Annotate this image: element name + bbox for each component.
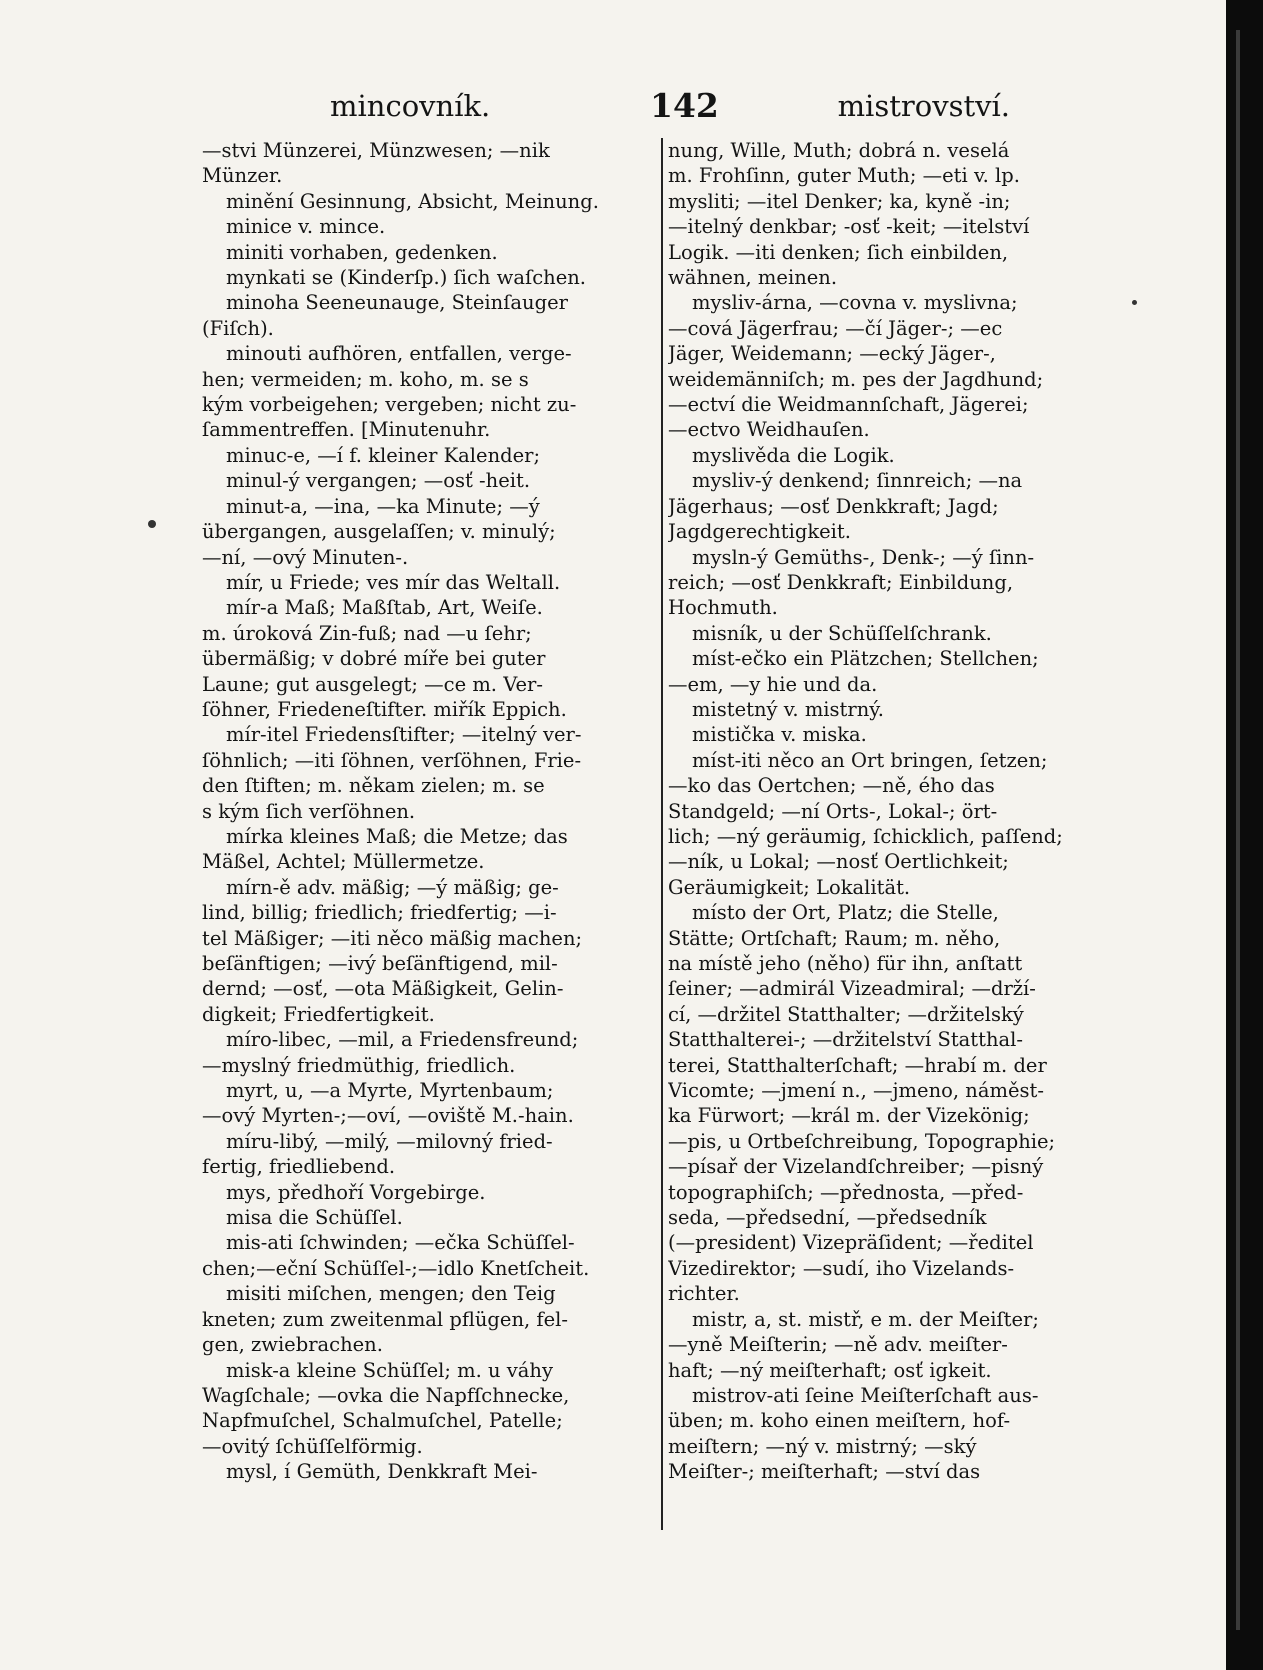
dictionary-line: m. Frohſinn, guter Muth; —eti v. lp. (668, 164, 1020, 188)
dictionary-line: míro-libec, —mil, a Friedensfreund; (226, 1028, 579, 1052)
column-divider (661, 138, 663, 1530)
dictionary-line: mír-itel Friedensſtifter; —itelný ver- (226, 723, 582, 747)
dictionary-line: mistrov-ati ſeine Meiſterſchaft aus- (692, 1383, 1039, 1407)
dictionary-line: wähnen, meinen. (668, 266, 838, 290)
dictionary-line: —ovitý ſchüſſelförmig. (202, 1434, 423, 1458)
dictionary-line: minuc-e, —í f. kleiner Kalender; (226, 443, 541, 467)
dictionary-line: misník, u der Schüſſelſchrank. (692, 621, 992, 645)
dictionary-line: (—president) Vizepräſident; —ředitel (668, 1231, 1034, 1255)
dictionary-line: Jagdgerechtigkeit. (668, 520, 851, 544)
running-header (330, 86, 1010, 130)
left-guide-word: mincovník. (330, 89, 491, 123)
dictionary-line: —ní, —ový Minuten-. (202, 545, 409, 569)
dictionary-line: übergangen, ausgelaſſen; v. minulý; (202, 520, 556, 544)
dictionary-line: mír-a Maß; Maßſtab, Art, Weiſe. (226, 596, 543, 620)
dictionary-line: kým vorbeigehen; vergeben; nicht zu- (202, 393, 577, 417)
print-speck (148, 520, 156, 528)
dictionary-line: reich; —osť Denkkraft; Einbildung, (668, 570, 1014, 594)
dictionary-line: Napfmuſchel, Schalmuſchel, Patelle; (202, 1409, 563, 1433)
dictionary-line: —ectvo Weidhauſen. (668, 418, 870, 442)
dictionary-line: Geräumigkeit; Lokalität. (668, 875, 911, 899)
dictionary-line: kneten; zum zweitenmal pflügen, fel- (202, 1307, 568, 1331)
dictionary-line: topographiſch; —přednosta, —před- (668, 1180, 1024, 1204)
dictionary-line: mysliv-ý denkend; ſinnreich; —na (692, 469, 1023, 493)
dictionary-line: Jägerhaus; —osť Denkkraft; Jagd; (668, 494, 999, 518)
dictionary-line: —stvi Münzerei, Münzwesen; —nik (202, 139, 550, 162)
dictionary-line: Vizedirektor; —sudí, iho Vizelands- (668, 1256, 1015, 1280)
dictionary-line: tel Mäßiger; —iti něco mäßig machen; (202, 926, 583, 950)
dictionary-line: —ový Myrten-;—oví, —oviště M.-hain. (202, 1104, 574, 1128)
page-number: 142 (650, 86, 719, 125)
dictionary-line: mír, u Friede; ves mír das Weltall. (226, 570, 561, 594)
dictionary-line: ka Fürwort; —král m. der Vizekönig; (668, 1104, 1030, 1128)
dictionary-line: myslivěda die Logik. (692, 443, 895, 467)
dictionary-line: lich; —ný geräumig, ſchicklich, paſſend; (668, 824, 1063, 848)
dictionary-line: minice v. mince. (226, 215, 386, 239)
dictionary-line: —itelný denkbar; -osť -keit; —itelství (668, 215, 1030, 239)
dictionary-line: mistička v. miska. (692, 723, 867, 747)
dictionary-line: myrt, u, —a Myrte, Myrtenbaum; (226, 1079, 554, 1103)
dictionary-line: ſammentreffen. [Minutenuhr. (202, 418, 491, 442)
dictionary-line: —písař der Vizelandſchreiber; —pisný (668, 1155, 1044, 1179)
right-column (668, 138, 1132, 1528)
dictionary-line: Stätte; Ortſchaft; Raum; m. něho, (668, 926, 1001, 950)
dictionary-line: Mäßel, Achtel; Müllermetze. (202, 850, 485, 874)
dictionary-line: m. úroková Zin-fuß; nad —u ſehr; (202, 621, 532, 645)
dictionary-line: na místě jeho (něho) für ihn, anſtatt (668, 952, 1023, 975)
dictionary-line: Laune; gut ausgelegt; —ce m. Ver- (202, 672, 543, 696)
dictionary-line: Statthalterei-; —držitelství Statthal- (668, 1028, 1023, 1052)
dictionary-line: Logik. —iti denken; ſich einbilden, (668, 240, 1009, 264)
dictionary-line: beſänftigen; —ivý beſänftigend, mil- (202, 952, 558, 975)
dictionary-line: —pis, u Ortbeſchreibung, Topographie; (668, 1129, 1056, 1153)
dictionary-line: weidemänniſch; m. pes der Jagdhund; (668, 367, 1044, 391)
dictionary-line: —ectví die Weidmannſchaft, Jägerei; (668, 393, 1029, 417)
dictionary-line: ſeiner; —admirál Vizeadmiral; —drží- (668, 977, 1036, 1001)
left-column (202, 138, 658, 1528)
dictionary-line: gen, zwiebrachen. (202, 1333, 383, 1357)
dictionary-line: seda, —předsední, —předsedník (668, 1206, 987, 1230)
dictionary-line: dernd; —osť, —ota Mäßigkeit, Gelin- (202, 977, 564, 1001)
scan-edge-line (1236, 30, 1240, 1630)
dictionary-line: —em, —y hie und da. (668, 672, 878, 696)
dictionary-line: minul-ý vergangen; —osť -heit. (226, 469, 531, 493)
dictionary-line: mynkati se (Kinderſp.) ſich waſchen. (226, 266, 586, 290)
dictionary-line: miniti vorhaben, gedenken. (226, 240, 498, 264)
dictionary-line: míru-libý, —milý, —milovný fried- (226, 1129, 553, 1153)
dictionary-line: chen;—eční Schüſſel-;—idlo Knetſcheit. (202, 1256, 590, 1280)
dictionary-line: mysln-ý Gemüths-, Denk-; —ý ſinn- (692, 545, 1035, 569)
dictionary-line: mírn-ě adv. mäßig; —ý mäßig; ge- (226, 875, 559, 899)
dictionary-line: mysl, í Gemüth, Denkkraft Mei- (226, 1460, 538, 1484)
dictionary-line: mys, předhoří Vorgebirge. (226, 1180, 486, 1204)
dictionary-line: meiſtern; —ný v. mistrný; —ský (668, 1434, 977, 1458)
dictionary-line: mistr, a, st. mistř, e m. der Meiſter; (692, 1307, 1039, 1331)
dictionary-line: Jäger, Weidemann; —ecký Jäger-, (668, 342, 996, 366)
dictionary-line: digkeit; Friedfertigkeit. (202, 1002, 435, 1026)
dictionary-line: minoha Seeneunauge, Steinſauger (226, 291, 568, 315)
dictionary-line: üben; m. koho einen meiſtern, hof- (668, 1409, 1011, 1433)
dictionary-line: mis-ati ſchwinden; —ečka Schüſſel- (226, 1231, 575, 1255)
dictionary-line: místo der Ort, Platz; die Stelle, (692, 901, 999, 925)
dictionary-line: míst-ečko ein Plätzchen; Stellchen; (692, 647, 1039, 671)
dictionary-line: mírka kleines Maß; die Metze; das (226, 824, 568, 848)
dictionary-line: Meiſter-; meiſterhaft; —ství das (668, 1460, 981, 1484)
dictionary-line: lind, billig; friedlich; friedfertig; —i- (202, 901, 557, 925)
dictionary-line: mysliti; —itel Denker; ka, kyně -in; (668, 189, 1011, 213)
dictionary-line: —cová Jägerfrau; —čí Jäger-; —ec (668, 316, 1003, 340)
dictionary-line: (Fiſch). (202, 316, 274, 340)
scan-edge (1226, 0, 1263, 1670)
dictionary-line: —ko das Oertchen; —ně, ého das (668, 774, 995, 798)
dictionary-line: minění Gesinnung, Absicht, Meinung. (226, 189, 599, 213)
dictionary-line: hen; vermeiden; m. koho, m. se s (202, 367, 529, 391)
dictionary-line: Hochmuth. (668, 596, 778, 620)
print-speck (1132, 300, 1137, 305)
dictionary-line: misiti miſchen, mengen; den Teig (226, 1282, 556, 1306)
dictionary-line: haft; —ný meiſterhaft; osť igkeit. (668, 1358, 992, 1382)
dictionary-line: —myslný friedmüthig, friedlich. (202, 1053, 516, 1077)
dictionary-line: mistetný v. mistrný. (692, 697, 884, 721)
dictionary-line: richter. (668, 1282, 740, 1306)
dictionary-line: terei, Statthalterſchaft; —hrabí m. der (668, 1053, 1047, 1077)
dictionary-line: Münzer. (202, 164, 283, 188)
dictionary-line: —yně Meiſterin; —ně adv. meiſter- (668, 1333, 1008, 1357)
dictionary-line: —ník, u Lokal; —nosť Oertlichkeit; (668, 850, 1009, 874)
dictionary-line: minut-a, —ina, —ka Minute; —ý (226, 494, 540, 518)
dictionary-line: cí, —držitel Statthalter; —držitelský (668, 1002, 1024, 1026)
right-guide-word: mistrovství. (837, 89, 1010, 123)
dictionary-line: übermäßig; v dobré míře bei guter (202, 647, 546, 671)
dictionary-line: misk-a kleine Schüſſel; m. u váhy (226, 1358, 553, 1382)
dictionary-line: ſöhner, Friedeneſtifter. miřík Eppich. (202, 697, 567, 721)
dictionary-line: Wagſchale; —ovka die Napfſchnecke, (202, 1383, 570, 1407)
dictionary-line: minouti aufhören, entfallen, verge- (226, 342, 572, 366)
dictionary-line: Vicomte; —jmení n., —jmeno, náměst- (668, 1079, 1044, 1103)
dictionary-line: mysliv-árna, —covna v. myslivna; (692, 291, 1018, 315)
dictionary-line: fertig, friedliebend. (202, 1155, 396, 1179)
dictionary-line: s kým ſich verſöhnen. (202, 799, 416, 823)
dictionary-line: nung, Wille, Muth; dobrá n. veselá (668, 139, 1010, 162)
dictionary-line: míst-iti něco an Ort bringen, ſetzen; (692, 748, 1048, 772)
dictionary-line: misa die Schüſſel. (226, 1206, 403, 1230)
dictionary-line: ſöhnlich; —iti ſöhnen, verſöhnen, Frie- (202, 748, 582, 772)
dictionary-line: den ſtiften; m. někam zielen; m. se (202, 774, 545, 798)
dictionary-line: Standgeld; —ní Orts-, Lokal-; ört- (668, 799, 998, 823)
